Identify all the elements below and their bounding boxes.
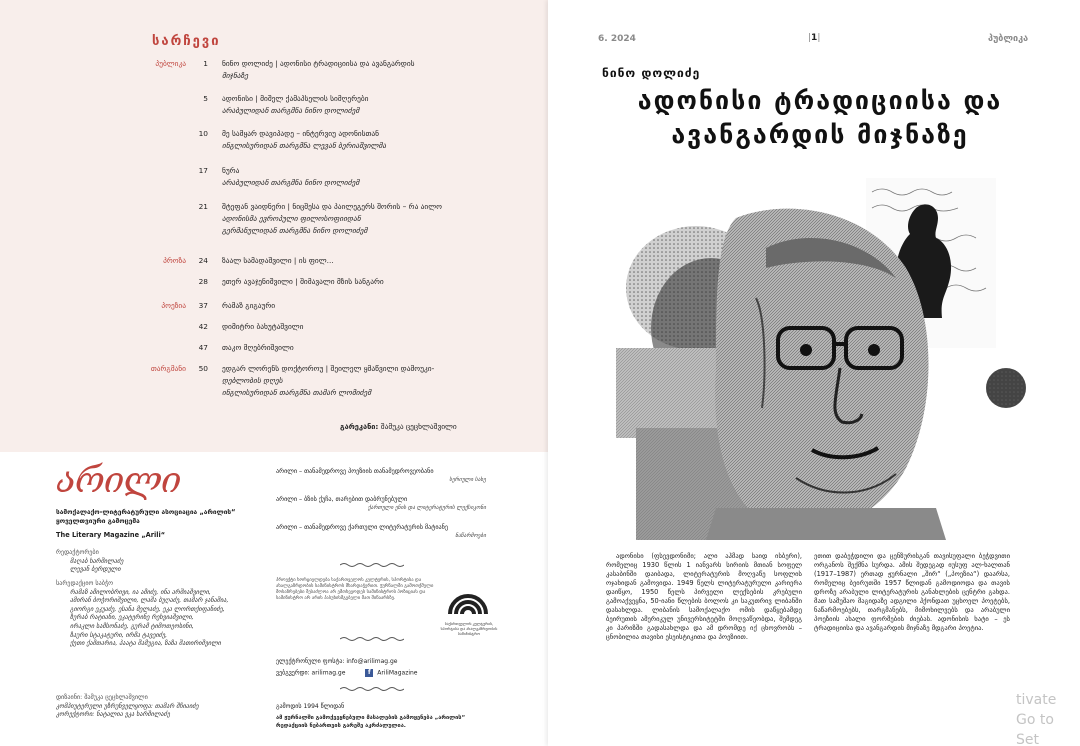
toc-entry-line: ნურა: [222, 166, 240, 175]
toc-entry-text: [222, 255, 532, 267]
toc-page-number: 42: [198, 322, 208, 331]
toc-section-label: პროზა: [163, 256, 186, 265]
sponsor-text: პროექტი ხორციელდება საქართველოს კულტურის, სპორტისა და ახალგაზრდობის სამინისტროს მხარდაჭერით. ჟურნალში გამოთქმული მოსაზრებები შესაძლოა არ ემთხვეოდეს სამინისტროს პოზიციას და სამინისტრო არ არის პასუხისმგებელი მათ შინაარსზე.: [276, 578, 434, 601]
ministry-caption: საქართველოს კულტურის, სპორტისა და ახალგაზრდობის სამინისტრო: [440, 621, 498, 636]
toc-entry-line: ადონისი | მიშელ ქამაპსელის სიმღერები: [222, 94, 369, 103]
toc-page-number: 24: [198, 256, 208, 265]
series-subtitle: ქართული ენის და ლიტერატურის ლექსიკონი: [367, 505, 486, 511]
contact-email: ელექტრონული ფოსტა: info@arilimag.ge: [276, 658, 398, 665]
series-title: არილი – თანამედროვე ქართული ლიტერატურის მატიანე: [276, 524, 449, 531]
article-body-col1: ადონისი (ფსევდონიმი; ალი აჰმად საიდ ისბერი), რომელიც 1930 წლის 1 იანვარს სირიის მთიან სოფელ კასაბინში დაიბადა, ლიტერატურის მოღვაწე სოფლის ოჯახიდან გამოვიდა. 1949 წელს ლიტერატურული კარიერა დაიწყო, 1950 წელს პირველი ლექსების კრებული გამოაქვეყნა, 50-იანი წლების ბოლოს კი საკუთრივ ლიბანში დასახლდა. ლიბანის სამოქალაქო ომის დაწყებამდე ბეირუთის ამერიკულ უნივერსიტეტში მოღვაწეობდა, შემდეგ კი პარიზში გადასახლდა და ამ დრომდე იქ ცხოვრობს – ცნობილია თავისი ესეისტიკითა და პოეზიით.: [606, 552, 802, 641]
section-name: პუბლიკა: [988, 34, 1029, 44]
toc-entry-text: [222, 201, 532, 237]
staff-value: მაღაბ ხარშილაძე ლევან ბერდული: [70, 557, 124, 574]
toc-entry-line: გერმანულიდან თარგმნა ნინო დოლიძემ: [222, 226, 368, 235]
toc-entry-line: არაბულიდან თარგმნა ნინო დოლიძემ: [222, 106, 360, 115]
toc-page-number: 37: [198, 301, 208, 310]
toc-entry-line: რამაზ გიგაური: [222, 301, 276, 310]
series-title: არილი – ბზის ქუჩა, თარებით დაბრუნებული: [276, 496, 408, 503]
toc-page-number: 5: [203, 94, 208, 103]
old-man-portrait: [715, 209, 928, 532]
staff-value: რამაზ ამილობრივი, ია ამიძე, ინა არშიაშვილი, ამირან ბოჭორიშვილი, ლაშა ბუღაძე, თამარ ჯანაშია, გიორგი ეკუაძე, ესანა მელაძე, ეკა ლორთქიფანიძე, ზურაბ რატიანი, ეკატერინე რეხვიაშვილი, ირაკლი სამსონაძე, გურამ ტიმოთეოსინი, ზაური სტაკატური, ირმა ტავეიძე, ქეთი ქამთარია, პაატა შამუგია, ზაზა შათირიშვილი: [70, 588, 229, 648]
contact-web[interactable]: ვებგვერდი: arilimag.ge: [276, 669, 346, 677]
toc-entry-text: [222, 300, 532, 312]
ornament-divider: [340, 636, 404, 642]
toc-entry-line: ზაალ სამადაშვილი | ის ფილ...: [222, 256, 334, 265]
toc-section-label: პოეზია: [161, 301, 186, 310]
arili-logo: არილი: [56, 460, 181, 501]
article-title: ადონისი ტრადიციისა და ავანგარდის მიჯნაზე: [637, 86, 1003, 149]
toc-entry-line: ადონისმა ევროპული ფილოსოფიიდან: [222, 214, 361, 223]
ornament-divider: [340, 686, 404, 692]
table-of-contents: [0, 0, 548, 452]
right-page: [548, 0, 1080, 746]
toc-entry-line: მიჯნაზე: [222, 71, 249, 80]
toc-entry-text: [222, 321, 532, 333]
toc-entry-text: [222, 165, 532, 189]
toc-entry-text: [222, 93, 532, 117]
series-title: არილი – თანამედროვე პოეზიის თანამედროვეობანი: [276, 468, 434, 475]
toc-entry-line: არაბულიდან თარგმნა ნინო დოლიძემ: [222, 178, 360, 187]
staff-label: დიზაინი: შამუკა ცეცხლაშვილი: [56, 694, 148, 701]
toc-section-label: პუბლიკა: [155, 59, 186, 68]
page-number-value: 1: [811, 33, 818, 43]
staff-editors: [56, 549, 256, 575]
toc-entry-line: დებლობის დღეს: [222, 376, 283, 385]
article-body-col2: ეთით დაბეჭდილი და ცენზურისგან თავისუფალი ბეჭდვითი ორგანოს შექმნა სურდა. ამის შედეგად იუსუფ ალ-ხალთან (1917–1987) ერთად ჟურნალი „შირ“ („პოეზია“) დაარსა, რომელიც ბეირუთში 1957 წლიდან გამოდიოდა და თავის დროზე არაბული ლიტერატურის განახლების ცენტრი გახდა. მათ სამუშაო მაგიდაზე ადგილი ჰქონდათ უცხოელ პოეტებს, ნაწარმოებებს, თარგმანებს, მიმოხილვებს და არაბული პოეზიის ახალი ფორმების ძიებას. ადონისის ხატი – ეს ტრადიციისა და ავანგარდის მიჯნაზე მდგარი პოეტია.: [814, 552, 1010, 632]
toc-section-label: თარგმანი: [150, 364, 186, 373]
activate-windows-watermark: tivate Go to Set: [1016, 692, 1057, 746]
facebook-icon[interactable]: f: [365, 669, 373, 677]
portrait-collage: [616, 178, 1028, 540]
staff-label: რედაქტორები: [56, 549, 99, 556]
staff-label: სარედაქციო საბჭო: [56, 580, 114, 587]
staff-design: [56, 694, 256, 720]
staff-board: [56, 580, 256, 649]
staff-value: კომპიუტერული უზრუნველყოფა: თამარ შჩიაიძე კორექტორი: ნატალია ვკა ხარშილაძე: [56, 702, 199, 719]
series-subtitle: სერიული სახე: [449, 477, 486, 483]
toc-cover-credit: [340, 422, 457, 431]
series-subtitle: ნაწარმოები: [455, 533, 486, 539]
toc-page-number: 17: [198, 166, 208, 175]
toc-page-number: 1: [203, 59, 208, 68]
toc-entry-line: ეთერ ავაჯენიშვილი | შიმავალი მზის სანგარი: [222, 277, 384, 286]
masthead-english-title: The Literary Magazine „Arili“: [56, 531, 166, 539]
toc-entry-line: ინგლისურიდან თარგმნა თამარ ლომიძემ: [222, 388, 372, 397]
toc-entry-text: [222, 363, 532, 399]
toc-entry-line: შტეფან ვაიდნერი | ნიცშესა და პაილეგერს შორის – რა აილო: [222, 202, 442, 211]
page-number: |1|: [808, 33, 821, 43]
toc-entry-line: ედგარ ლორენს დოქტოროუ | შეილელ ყმაწვილი დამოუკი-: [222, 364, 435, 373]
toc-entry-text: [222, 342, 532, 354]
toc-entry-text: [222, 276, 532, 288]
toc-page-number: 28: [198, 277, 208, 286]
series-item: [276, 496, 486, 512]
toc-entry-line: ინგლისურიდან თარგმნა ლევან ბერიაშვილმა: [222, 141, 387, 150]
toc-page-number: 21: [198, 202, 208, 211]
toc-entry-line: მე სამყარ დავიპადე – ინტერვიუ ადონისთან: [222, 129, 380, 138]
article-author: ნინო დოლიძე: [602, 66, 701, 80]
toc-page-number: 47: [198, 343, 208, 352]
copyright-note: ამ ჟურნალში გამოქვეყნებული მასალების გამოყენება „არილის“ რედაქციის ნებართვის გარეშე აკრძალულია.: [276, 715, 466, 729]
cover-label: გარეკანი:: [340, 422, 379, 431]
contact-facebook[interactable]: AriliMagazine: [377, 669, 418, 677]
ornament-divider: [340, 562, 404, 568]
toc-page-number: 50: [198, 364, 208, 373]
toc-entry-text: [222, 58, 532, 82]
masthead-description: სამოქალაქო-ლიტერატურული ასოციაცია „არილის“ ყოველთვიური გამოცემა: [56, 508, 236, 525]
issue-number: 6. 2024: [598, 34, 636, 44]
contact-web-row: [276, 669, 418, 678]
series-item: [276, 468, 486, 484]
toc-heading: სარჩევი: [152, 34, 221, 49]
series-item: [276, 524, 486, 540]
toc-entry-text: [222, 128, 532, 152]
founded-year: გამოდის 1994 წლიდან: [276, 703, 345, 710]
toc-entry-line: ნინო დოლიძე | ადონისი ტრადიციისა და ავანგარდის: [222, 59, 415, 68]
toc-entry-line: თაკო მღებრიშვილი: [222, 343, 294, 352]
toc-entry-line: დიმიტრი ბახუტაშვილი: [222, 322, 304, 331]
ministry-logo: [446, 576, 490, 620]
cover-artist: შამუკა ცეცხლაშვილი: [380, 422, 457, 431]
toc-page-number: 10: [198, 129, 208, 138]
